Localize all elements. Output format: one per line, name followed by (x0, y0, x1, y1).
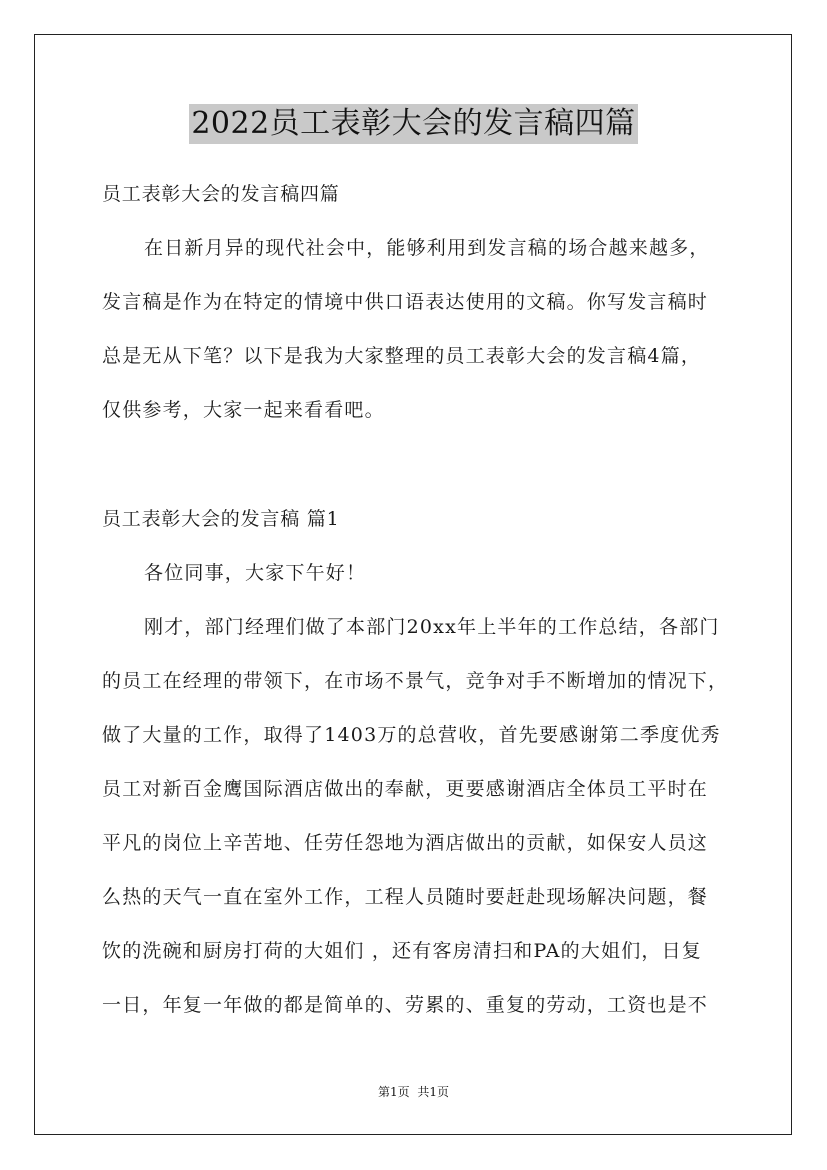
body-line: 做了大量的工作，取得了1403万的总营收，首先要感谢第二季度优秀 (102, 724, 721, 746)
page-footer (0, 1084, 827, 1100)
section-heading: 员工表彰大会的发言稿 篇1 (102, 508, 340, 530)
intro-line: 在日新月异的现代社会中，能够利用到发言稿的场合越来越多， (144, 237, 710, 259)
body-line: 刚才，部门经理们做了本部门20xx年上半年的工作总结，各部门 (144, 616, 720, 638)
page-total: 共1页 (417, 1085, 450, 1099)
document-subtitle: 员工表彰大会的发言稿四篇 (102, 183, 340, 205)
body-line: 员工对新百金鹰国际酒店做出的奉献，更要感谢酒店全体员工平时在 (102, 778, 709, 800)
intro-line: 发言稿是作为在特定的情境中供口语表达使用的文稿。你写发言稿时 (102, 291, 709, 313)
intro-line: 总是无从下笔？以下是我为大家整理的员工表彰大会的发言稿4篇， (102, 345, 702, 367)
intro-line: 仅供参考，大家一起来看看吧。 (102, 399, 385, 421)
body-line: 么热的天气一直在室外工作，工程人员随时要赶赴现场解决问题，餐 (102, 886, 709, 908)
body-line: 的员工在经理的带领下，在市场不景气，竞争对手不断增加的情况下， (102, 670, 729, 692)
body-line: 饮的洗碗和厨房打荷的大姐们 ，还有客房清扫和PA的大姐们，日复 (102, 940, 703, 962)
greeting-line: 各位同事，大家下午好！ (144, 562, 367, 584)
document-title: 2022员工表彰大会的发言稿四篇 (189, 104, 637, 144)
title-container (0, 104, 827, 144)
page-number: 第1页 (377, 1085, 410, 1099)
body-line: 平凡的岗位上辛苦地、任劳任怨地为酒店做出的贡献，如保安人员这 (102, 832, 709, 854)
body-line: 一日，年复一年做的都是简单的、劳累的、重复的劳动，工资也是不 (102, 994, 709, 1016)
